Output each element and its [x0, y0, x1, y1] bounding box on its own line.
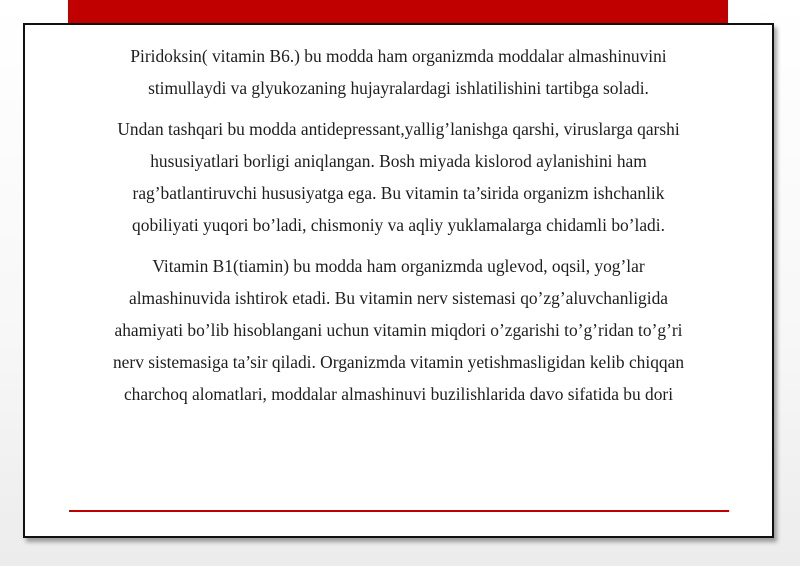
- text-line: rag’batlantiruvchi hususiyatga ega. Bu vitamin ta’sirida organizm ishchanlik: [132, 183, 665, 203]
- text-line: charchoq alomatlari, moddalar almashinuvi buzilishlarida davo sifatida bu dori: [123, 384, 674, 404]
- text-line: stimullaydi va glyukozaning hujayralardagi ishlatilishini tartibga soladi.: [148, 78, 649, 98]
- text-line: almashinuvida ishtirok etadi. Bu vitamin nerv sistemasi qo’zg’aluvchanligida: [129, 288, 668, 308]
- text-line: hususiyatlari borligi aniqlangan. Bosh miyada kislorod aylanishini ham: [150, 151, 647, 171]
- text-line: ahamiyati bo’lib hisoblangani uchun vitamin miqdori o’zgarishi to’g’ridan to’g’ri: [114, 320, 683, 340]
- slide-body: [25, 40, 772, 419]
- text-line: Vitamin B1(tiamin) bu modda ham organizmda uglevod, oqsil, yog’lar: [152, 256, 645, 276]
- paragraph-vitamin-b6: [25, 40, 772, 104]
- text-line: qobiliyati yuqori bo’ladi, chismoniy va aqliy yuklamalarga chidamli bo’ladi.: [132, 215, 665, 235]
- bottom-divider: [69, 510, 729, 512]
- text-line: Undan tashqari bu modda antidepressant,yallig’lanishga qarshi, viruslarga qarshi: [117, 119, 680, 139]
- paragraph-vitamin-b1: [25, 250, 772, 410]
- text-line: Piridoksin( vitamin B6.) bu modda ham organizmda moddalar almashinuvini: [130, 46, 667, 66]
- paragraph-b6-properties: [25, 113, 772, 241]
- slide-frame: [23, 23, 774, 538]
- text-line: nerv sistemasiga ta’sir qiladi. Organizmda vitamin yetishmasligidan kelib chiqqan: [112, 352, 685, 372]
